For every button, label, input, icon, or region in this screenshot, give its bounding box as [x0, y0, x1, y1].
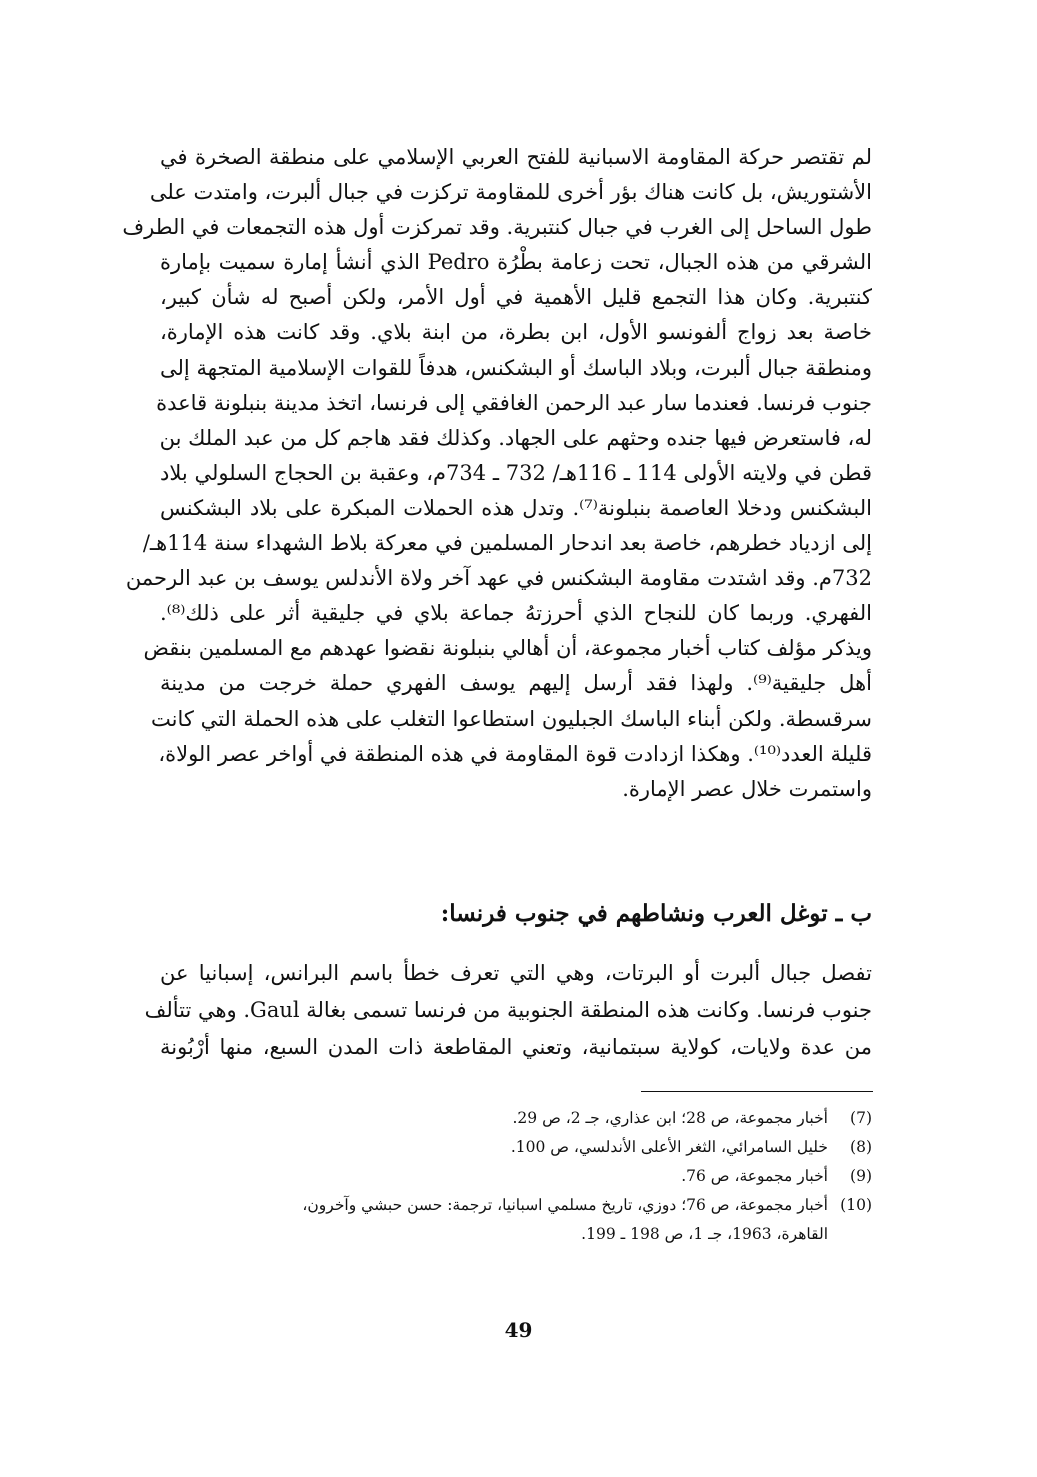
section-heading: ب ـ توغل العرب ونشاطهم في جنوب فرنسا:	[440, 900, 872, 927]
text-line: قطن في ولايته الأولى 114 ـ 116هـ/ 732 ـ 734م، وعقبة بن الحجاج السلولي بلاد	[160, 460, 872, 485]
text-line: سرقسطة. ولكن أبناء الباسك الجبليون استطاعوا التغلب على هذه الحملة التي كانت	[151, 706, 872, 731]
main-paragraph	[122, 140, 872, 807]
footnote-text: أخبار مجموعة، ص 76.	[681, 1167, 828, 1185]
text-line: جنوب فرنسا. فعندما سار عبد الرحمن الغافقي إلى فرنسا، اتخذ مدينة بنبلونة قاعدة	[156, 390, 872, 415]
footnote-text	[150, 1191, 828, 1249]
text-line: قليلة العدد⁽¹⁰⁾. وهكذا ازدادت قوة المقاومة في هذه المنطقة في أواخر عصر الولاة،	[158, 741, 872, 766]
footnote	[150, 1191, 872, 1249]
text-line: ومنطقة جبال ألبرت، وبلاد الباسك أو البشكنس، هدفاً للقوات الإسلامية المتجهة إلى	[160, 355, 872, 380]
text-line: الفهري. وربما كان للنجاح الذي أحرزتهُ جماعة بلاي في جليقية أثر على ذلك⁽⁸⁾.	[160, 601, 872, 626]
text-line: الأشتوريش، بل كانت هناك بؤر أخرى للمقاومة تركزت في جبال ألبرت، وامتدت على	[149, 180, 872, 205]
text-line: لم تقتصر حركة المقاومة الاسبانية للفتح العربي الإسلامي على منطقة الصخرة في	[160, 145, 872, 169]
text-line: خاصة بعد زواج ألفونسو الأول، ابن بطرة، من ابنة بلاي. وقد كانت هذه الإمارة،	[160, 320, 872, 345]
text-line: ويذكر مؤلف كتاب أخبار مجموعة، أن أهالي بنبلونة نقضوا عهدهم مع المسلمين بنقض	[143, 636, 872, 661]
footnote-text: أخبار مجموعة، ص 28؛ ابن عذاري، جـ 2، ص 29.	[512, 1109, 828, 1127]
footnote	[150, 1104, 872, 1133]
text-line: أهل جليقية⁽⁹⁾. ولهذا فقد أرسل إليهم يوسف الفهري حملة خرجت من مدينة	[160, 671, 872, 696]
text-line: كنتبرية. وكان هذا التجمع قليل الأهمية في أول الأمر، ولكن أصبح له شأن كبير،	[160, 285, 872, 310]
footnote	[150, 1162, 872, 1191]
text-line: تفصل جبال ألبرت أو البرتات، وهي التي تعرف خطأ باسم البرانس، إسبانيا عن	[160, 961, 872, 985]
section-paragraph	[144, 955, 872, 1066]
footnote-divider	[641, 1091, 873, 1092]
footnotes	[150, 1104, 872, 1249]
text-line: 732م. وقد اشتدت مقاومة البشكنس في عهد آخر ولاة الأندلس يوسف بن عبد الرحمن	[125, 566, 872, 591]
text-line: واستمرت خلال عصر الإمارة.	[622, 776, 872, 801]
text-line: جنوب فرنسا. وكانت هذه المنطقة الجنوبية من فرنسا تسمى بغالة Gaul. وهي تتألف	[144, 998, 872, 1022]
text-line: من عدة ولايات، كولاية سبتمانية، وتعني المقاطعة ذات المدن السبع، منها أرْبُونة	[160, 1035, 872, 1059]
footnote-number: (10)	[840, 1196, 872, 1214]
text-line: الشرقي من هذه الجبال، تحت زعامة بطْرُة Pedro الذي أنشأ إمارة سميت بإمارة	[160, 250, 872, 275]
footnote-number: (7)	[850, 1109, 872, 1127]
text-line: طول الساحل إلى الغرب في جبال كنتبرية. وقد تمركزت أول هذه التجمعات في الطرف	[122, 215, 872, 240]
text-line: له، فاستعرض فيها جنده وحثهم على الجهاد. وكذلك فقد هاجم كل من عبد الملك بن	[159, 425, 872, 450]
footnote-number: (9)	[850, 1167, 872, 1185]
text-line: البشكنس ودخلا العاصمة بنبلونة⁽⁷⁾. وتدل هذه الحملات المبكرة على بلاد البشكنس	[160, 495, 872, 520]
footnote-text-line: أخبار مجموعة، ص 76؛ دوزي، تاريخ مسلمي اسبانيا، ترجمة: حسن حبشي وآخرون،	[302, 1196, 828, 1214]
footnote-number: (8)	[850, 1138, 872, 1156]
footnote-text: خليل السامرائي، الثغر الأعلى الأندلسي، ص 100.	[510, 1138, 828, 1156]
footnote	[150, 1133, 872, 1162]
text-line: إلى ازدياد خطرهم، خاصة بعد اندحار المسلمين في معركة بلاط الشهداء سنة 114هـ/	[142, 531, 872, 556]
page-number: 49	[504, 1318, 533, 1342]
footnote-text-continuation: القاهرة، 1963، جـ 1، ص 198 ـ 199.	[581, 1225, 828, 1243]
